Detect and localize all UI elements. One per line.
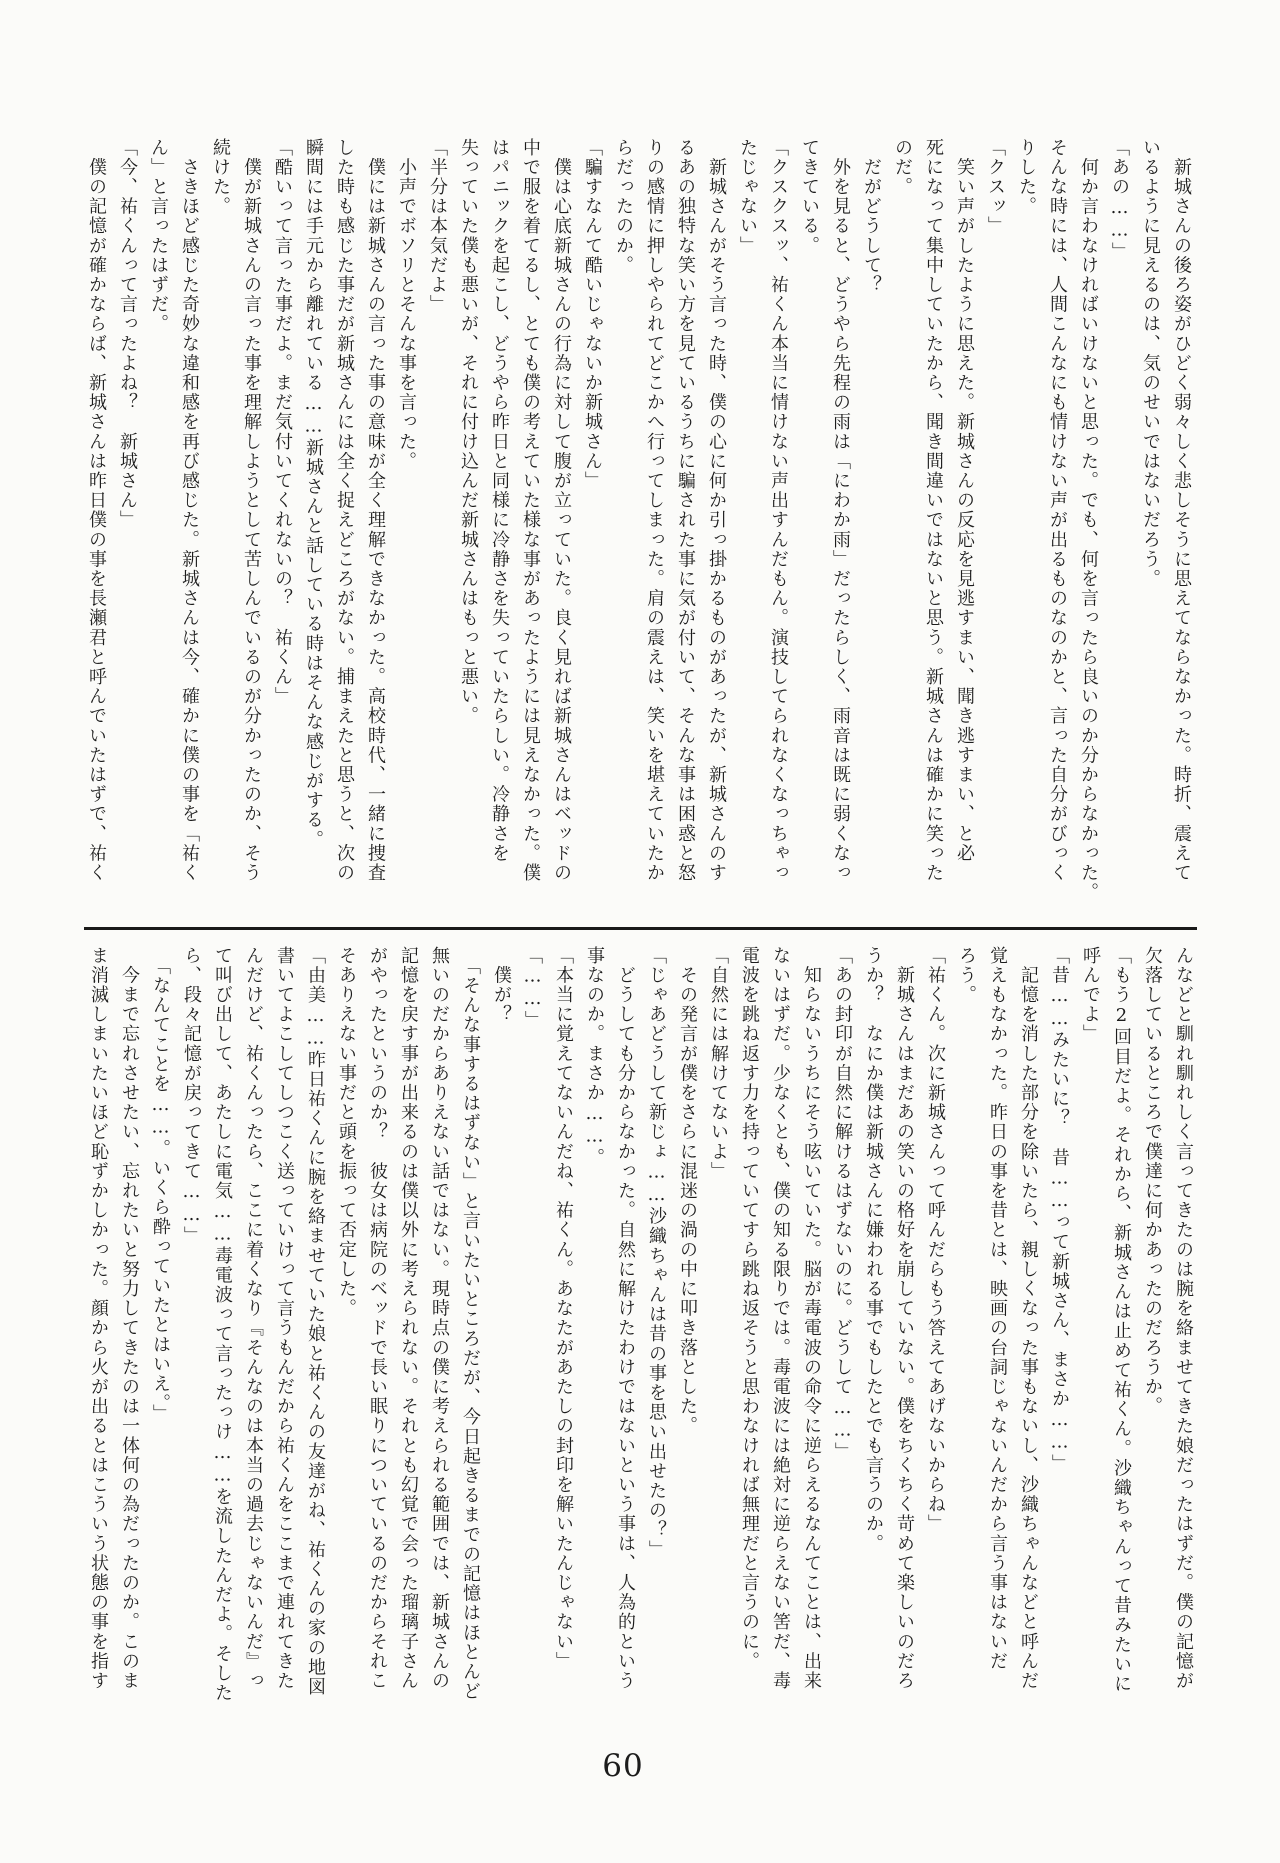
text-column: 「あの……」	[1109, 138, 1130, 262]
text-column: ん」と言ったはずだ。	[148, 138, 169, 334]
text-block-top	[81, 138, 1197, 920]
text-column: 何か言わなければいけないと思った。でも、何を言ったら良いのか分からなかった。	[1078, 138, 1099, 903]
text-column: さきほど感じた奇妙な違和感を再び感じた。新城さんは今、確かに僕の事を「祐く	[179, 138, 200, 883]
text-column: 僕は心底新城さんの行為に対して腹が立っていた。良く見れば新城さんはベッドの	[551, 138, 572, 883]
text-column: がやったというのか？ 彼女は病院のベッドで長い眠りについているのだからそれこ	[367, 946, 388, 1691]
text-column: 「クスクスッ、祐くん本当に情けない声出すんだもん。演技してられなくなっちゃっ	[768, 138, 789, 883]
text-column: 電波を跳ね返す力を持っていてすら跳ね返そうと思わなければ無理だと言うのに。	[739, 946, 760, 1672]
text-column: その発言が僕をさらに混迷の渦の中に叩き落とした。	[677, 946, 698, 1436]
text-column: 外を見ると、どうやら先程の雨は「にわか雨」だったらしく、雨音は既に弱くなっ	[830, 138, 851, 883]
text-column: てきている。	[799, 138, 820, 256]
text-column: 瞬間には手元から離れている……新城さんと話している時はそんな感じがする。	[303, 138, 324, 850]
text-column: 中で服を着てるし、とても僕の考えていた様な事があったようには見えなかった。僕	[520, 138, 541, 883]
text-column: ら、段々記憶が戻ってきて……」	[181, 946, 202, 1246]
text-column: 小声でボソリとそんな事を言った。	[396, 138, 417, 472]
text-column: 新城さんがそう言った時、僕の心に何か引っ掛かるものがあったが、新城さんのす	[706, 138, 727, 883]
text-column: 事なのか。まさか……。	[584, 946, 605, 1168]
text-column: 「昔……みたいに？ 昔……って新城さん、まさか……」	[1049, 946, 1070, 1474]
text-column: 書いてよこしてしつこく送っていけって言うもんだから祐くんをここまで連れてきた	[274, 946, 295, 1691]
text-column: 失っていた僕も悪いが、それに付け込んだ新城さんはもっと悪い。	[458, 138, 479, 726]
text-column: 死になって集中していたから、聞き間違いではないと思う。新城さんは確かに笑った	[923, 138, 944, 883]
text-column: んだけど、祐くんったら、ここに着くなり『そんなのは本当の過去じゃないんだ』っ	[243, 946, 264, 1691]
text-column: んなどと馴れ馴れしく言ってきたのは腕を絡ませてきた娘だったはずだ。僕の記憶が	[1173, 946, 1194, 1691]
text-column: 「騙すなんて酷いじゃないか新城さん」	[582, 138, 603, 491]
text-column: 「もう2回目だよ。それから、新城さんは止めて祐くん。沙織ちゃんって昔みたいに	[1111, 946, 1132, 1694]
text-column: たじゃない」	[737, 138, 758, 256]
text-column: らだったのか。	[613, 138, 634, 276]
text-column: 僕が？	[491, 946, 512, 1025]
text-column: 新城さんの後ろ姿がひどく弱々しく悲しそうに思えてならなかった。時折、震えて	[1171, 138, 1192, 883]
text-column: るあの独特な笑い方を見ているうちに騙された事に気が付いて、そんな事は困惑と怒	[675, 138, 696, 883]
text-column: 「本当に覚えてないんだね、祐くん。あなたがあたしの封印を解いたんじゃない」	[553, 946, 574, 1672]
text-column: 記憶を戻す事が出来るのは僕以外に考えられない。それとも幻覚で会った瑠璃子さん	[398, 946, 419, 1691]
text-column: 続けた。	[210, 138, 231, 217]
text-column: 「そんな事するはずない」と言いたいところだが、今日起きるまでの記憶はほとんど	[460, 946, 481, 1702]
text-column: 「自然には解けてないよ」	[708, 946, 729, 1182]
text-column: 知らないうちにそう呟いていた。脳が毒電波の命令に逆らえるなんてことは、出来	[801, 946, 822, 1691]
text-column: 「由美……昨日祐くんに腕を絡ませていた娘と祐くんの友達がね、祐くんの家の地図	[305, 946, 326, 1697]
text-column: した時も感じた事だが新城さんには全く捉えどころがない。捕まえたと思うと、次の	[334, 138, 355, 883]
text-column: 僕には新城さんの言った事の意味が全く理解できなかった。高校時代、一緒に捜査	[365, 138, 386, 883]
text-column: りした。	[1016, 138, 1037, 217]
text-column: ま消滅しまいたいほど恥ずかしかった。顔から火が出るとはこういう状態の事を指す	[88, 946, 109, 1691]
text-column: 今まで忘れさせたい、忘れたいと努力してきたのは一体何の為だったのか。このま	[119, 946, 140, 1691]
text-column: 僕の記憶が確かならば、新城さんは昨日僕の事を長瀬君と呼んでいたはずで、祐く	[86, 138, 107, 883]
text-column: 「クスッ」	[985, 138, 1006, 236]
text-column: 無いのだからありえない話ではない。現時点の僕に考えられる範囲では、新城さんの	[429, 946, 450, 1691]
text-column: 新城さんはまだあの笑いの格好を崩していない。僕をちくちく苛めて楽しいのだろ	[894, 946, 915, 1691]
text-column: 呼んでよ」	[1080, 946, 1101, 1044]
text-column: ろう。	[956, 946, 977, 1005]
text-column: のだ。	[892, 138, 913, 197]
text-column: 「なんてことを……。いくら酔っていたとはいえ。」	[150, 946, 171, 1424]
text-column: 「酷いって言った事だよ。まだ気付いてくれないの？ 祐くん」	[272, 138, 293, 707]
text-column: 記憶を消した部分を除いたら、親しくなった事もないし、沙織ちゃんなどと呼んだ	[1018, 946, 1039, 1691]
text-column: だがどうして？	[861, 138, 882, 295]
text-column: 笑い声がしたように思えた。新城さんの反応を見逃すまい、聞き逃すまい、と必	[954, 138, 975, 864]
text-column: 「あの封印が自然に解けるはずないのに。どうして……」	[832, 946, 853, 1462]
text-column: 「……」	[522, 946, 543, 1031]
text-column: 「祐くん。次に新城さんって呼んだらもう答えてあげないからね」	[925, 946, 946, 1534]
text-column: どうしても分からなかった。自然に解けたわけではないという事は、人為的という	[615, 946, 636, 1691]
text-column: そんな時には、人間こんなにも情けない声が出るものなのかと、言った自分がびっく	[1047, 138, 1068, 883]
text-column: ないはずだ。少なくとも、僕の知る限りでは。毒電波には絶対に逆らえない筈だ、毒	[770, 946, 791, 1691]
text-column: 覚えもなかった。昨日の事を昔とは、映画の台詞じゃないんだから言う事はないだ	[987, 946, 1008, 1672]
text-column: 「半分は本気だよ」	[427, 138, 448, 315]
text-column: うか？ なにか僕は新城さんに嫌われる事でもしたとでも言うのか。	[863, 946, 884, 1554]
page-number: 60	[602, 1748, 644, 1784]
text-column: 欠落しているところで僕達に何かあったのだろうか。	[1142, 946, 1163, 1417]
text-column: て叫び出して、あたしに電気……毒電波って言ったっけ……を流したんだよ。そした	[212, 946, 233, 1703]
text-column: はパニックを起こし、どうやら昨日と同様に冷静さを失っていたらしい。冷静さを	[489, 138, 510, 864]
text-column: 「じゃあどうして新じょ……沙織ちゃんは昔の事を思い出せたの？」	[646, 946, 667, 1560]
text-column: 「今、祐くんって言ったよね？ 新城さん」	[117, 138, 138, 530]
text-column: いるように見えるのは、気のせいではないだろう。	[1140, 138, 1161, 589]
text-column: りの感情に押しやられてどこかへ行ってしまった。肩の震えは、笑いを堪えていたか	[644, 138, 665, 883]
text-column: そありえない事だと頭を振って否定した。	[336, 946, 357, 1319]
section-divider	[84, 927, 1197, 930]
text-column: 僕が新城さんの言った事を理解しようとして苦しんでいるのが分かったのか、そう	[241, 138, 262, 883]
text-block-bottom	[83, 946, 1199, 1728]
